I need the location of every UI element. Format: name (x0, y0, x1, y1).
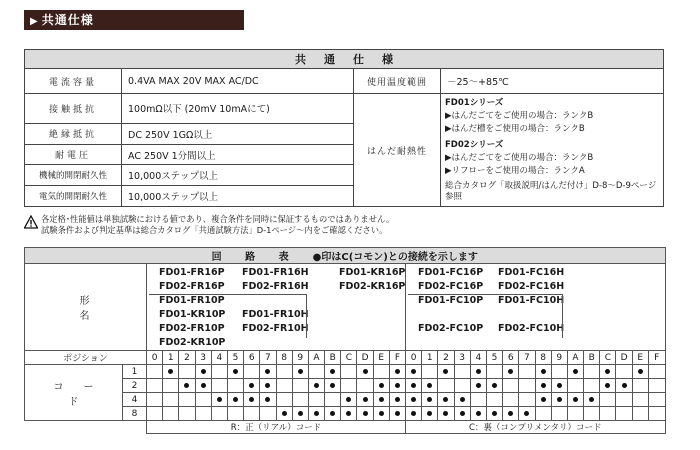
position-c-8: 8 (535, 351, 551, 365)
note-line-1: 各定格･性能値は単独試験における値であり、複合条件を同時に保証するものではありません。 (41, 214, 395, 224)
code-cell-r-2-0 (147, 379, 163, 393)
connection-dot (460, 397, 465, 402)
code-cell-r-4-6 (244, 393, 260, 407)
connection-dot (330, 383, 335, 388)
code-cell-c-4-7 (519, 393, 535, 407)
model-name: FD01-FR16P (159, 267, 225, 278)
spec-label-temp: 使用温度範囲 (354, 69, 441, 94)
code-cell-r-2-D (357, 379, 373, 393)
connection-dot (557, 383, 562, 388)
code-cell-r-2-B (325, 379, 341, 393)
code-cell-c-4-4 (470, 393, 486, 407)
code-cell-c-4-9 (551, 393, 567, 407)
code-cell-r-4-B (325, 393, 341, 407)
code-cell-r-4-A (308, 393, 324, 407)
note-line-2: 試験条件および判定基準は総合カタログ「共通試験方法」D-1ページ～内をご確認ください。 (41, 225, 388, 235)
code-cell-r-8-7 (260, 407, 276, 421)
code-cell-r-4-F (389, 393, 405, 407)
code-value: 1 (123, 365, 147, 379)
code-cell-r-4-4 (211, 393, 227, 407)
code-cell-c-2-B (584, 379, 600, 393)
model-name: FD02-FC16H (498, 281, 565, 292)
code-cell-r-2-C (341, 379, 357, 393)
code-cell-c-1-9 (551, 365, 567, 379)
code-cell-r-1-F (389, 365, 405, 379)
code-cell-r-8-8 (276, 407, 292, 421)
connection-dot (427, 397, 432, 402)
code-cell-c-8-B (584, 407, 600, 421)
connection-dot (411, 397, 416, 402)
code-cell-c-8-0 (406, 407, 422, 421)
spec-label-current: 電流容量 (25, 69, 122, 94)
connection-dot (201, 369, 206, 374)
model-name: FD02-FR10P (159, 323, 225, 334)
code-cell-r-2-8 (276, 379, 292, 393)
connection-dot (265, 369, 270, 374)
connection-dot (411, 411, 416, 416)
connection-dot (443, 397, 448, 402)
code-cell-c-1-4 (470, 365, 486, 379)
spec-label-insulation: 絶縁抵抗 (25, 123, 122, 144)
connection-dot (605, 383, 610, 388)
connection-dot (460, 411, 465, 416)
solder-fd01-line2: ▶はんだ槽をご使用の場合：ランクB (445, 124, 585, 134)
code-label: コード (25, 365, 123, 421)
code-cell-r-8-B (325, 407, 341, 421)
code-cell-c-8-1 (422, 407, 438, 421)
model-name: FD02-FC10P (418, 323, 484, 334)
solder-fd01-line1: ▶はんだごてをご使用の場合：ランクB (445, 111, 594, 121)
model-label: 形 名 (25, 264, 147, 351)
position-c-3: 3 (454, 351, 470, 365)
code-cell-r-2-3 (195, 379, 211, 393)
connection-dot (249, 397, 254, 402)
code-value: 4 (123, 393, 147, 407)
connection-dot (411, 369, 416, 374)
code-cell-r-2-E (373, 379, 389, 393)
code-cell-c-2-7 (519, 379, 535, 393)
model-name: FD02-FC16P (418, 281, 484, 292)
connection-dot (508, 369, 513, 374)
code-cell-c-1-D (616, 365, 632, 379)
code-cell-r-1-C (341, 365, 357, 379)
code-cell-c-4-6 (503, 393, 519, 407)
code-cell-c-4-E (632, 393, 648, 407)
code-cell-c-4-3 (454, 393, 470, 407)
code-value: 2 (123, 379, 147, 393)
code-cell-c-1-E (632, 365, 648, 379)
section-header (24, 10, 244, 30)
code-cell-r-2-7 (260, 379, 276, 393)
position-c-A: A (567, 351, 583, 365)
position-r-C: C (341, 351, 357, 365)
solder-fd02-line1: ▶はんだごてをご使用の場合：ランクB (445, 153, 594, 163)
connection-dot (508, 411, 513, 416)
code-cell-r-8-5 (227, 407, 243, 421)
model-name: FD02-FR16P (159, 281, 225, 292)
position-c-C: C (600, 351, 616, 365)
connection-dot (541, 397, 546, 402)
code-cell-c-8-D (616, 407, 632, 421)
position-c-2: 2 (438, 351, 454, 365)
connection-dot (557, 397, 562, 402)
connection-dot (346, 411, 351, 416)
code-cell-c-1-6 (503, 365, 519, 379)
connection-dot (476, 369, 481, 374)
code-cell-c-2-9 (551, 379, 567, 393)
position-r-5: 5 (227, 351, 243, 365)
position-r-2: 2 (179, 351, 195, 365)
code-cell-c-8-F (648, 407, 665, 421)
code-cell-c-8-6 (503, 407, 519, 421)
connection-dot (573, 397, 578, 402)
code-cell-r-4-1 (163, 393, 179, 407)
model-name: FD02-KR16P (339, 281, 406, 292)
connection-dot (233, 397, 238, 402)
code-cell-r-4-0 (147, 393, 163, 407)
spec-label-voltage: 耐電圧 (25, 144, 122, 165)
connection-dot (298, 411, 303, 416)
code-cell-r-4-7 (260, 393, 276, 407)
connection-dot (168, 369, 173, 374)
connection-dot (379, 383, 384, 388)
code-cell-r-1-0 (147, 365, 163, 379)
position-c-F: F (648, 351, 665, 365)
code-cell-c-2-E (632, 379, 648, 393)
code-cell-c-2-5 (486, 379, 502, 393)
model-name: FD01-FR16H (242, 267, 309, 278)
position-c-7: 7 (519, 351, 535, 365)
model-group-bracket (408, 294, 563, 338)
code-cell-r-8-C (341, 407, 357, 421)
connection-dot (282, 411, 287, 416)
position-r-8: 8 (276, 351, 292, 365)
model-name: FD01-KR10P (159, 309, 226, 320)
code-cell-r-1-4 (211, 365, 227, 379)
circuit-title-sub: ●印はC(コモン)との接続を示します (312, 252, 478, 263)
code-cell-c-4-B (584, 393, 600, 407)
code-cell-r-2-A (308, 379, 324, 393)
code-cell-c-8-3 (454, 407, 470, 421)
position-c-B: B (584, 351, 600, 365)
code-cell-c-8-9 (551, 407, 567, 421)
connection-dot (589, 397, 594, 402)
position-r-E: E (373, 351, 389, 365)
code-cell-c-1-0 (406, 365, 422, 379)
code-cell-r-1-3 (195, 365, 211, 379)
triangle-icon: ▶ (30, 16, 39, 27)
code-cell-c-1-5 (486, 365, 502, 379)
code-cell-r-2-5 (227, 379, 243, 393)
connection-dot (346, 397, 351, 402)
model-name: FD02-FC10H (498, 323, 565, 334)
code-cell-r-2-9 (292, 379, 308, 393)
connection-dot (395, 369, 400, 374)
position-c-5: 5 (486, 351, 502, 365)
spec-value-temp: －25～+85℃ (441, 69, 664, 94)
position-r-B: B (325, 351, 341, 365)
connection-dot (476, 411, 481, 416)
solder-fd01-head: FD01シリーズ (445, 98, 504, 108)
connection-dot (330, 411, 335, 416)
code-cell-r-1-E (373, 365, 389, 379)
code-cell-r-1-5 (227, 365, 243, 379)
connection-dot (443, 369, 448, 374)
connection-dot (184, 383, 189, 388)
spec-table-title: 共通仕様 (25, 50, 664, 69)
solder-fd02-head: FD02シリーズ (445, 140, 504, 150)
code-cell-c-1-3 (454, 365, 470, 379)
connection-dot (541, 383, 546, 388)
code-cell-c-4-C (600, 393, 616, 407)
code-cell-c-4-0 (406, 393, 422, 407)
code-cell-r-8-E (373, 407, 389, 421)
connection-dot (427, 383, 432, 388)
connection-dot (573, 369, 578, 374)
model-name: FD01-FC10H (498, 295, 565, 306)
connection-dot (314, 411, 319, 416)
code-cell-r-2-2 (179, 379, 195, 393)
code-cell-r-1-7 (260, 365, 276, 379)
spec-label-contact: 接触抵抗 (25, 94, 122, 124)
connection-dot (427, 411, 432, 416)
connection-dot (265, 397, 270, 402)
connection-dot (363, 411, 368, 416)
connection-dot (492, 383, 497, 388)
position-c-E: E (632, 351, 648, 365)
code-cell-r-4-2 (179, 393, 195, 407)
code-cell-c-4-8 (535, 393, 551, 407)
code-cell-c-4-2 (438, 393, 454, 407)
code-cell-c-4-A (567, 393, 583, 407)
code-cell-r-8-6 (244, 407, 260, 421)
model-name: FD01-FC10P (418, 295, 484, 306)
connection-dot (249, 383, 254, 388)
connection-dot (217, 397, 222, 402)
code-cell-c-2-3 (454, 379, 470, 393)
circuit-table (24, 247, 666, 434)
code-cell-r-4-8 (276, 393, 292, 407)
code-cell-c-4-5 (486, 393, 502, 407)
connection-dot (314, 383, 319, 388)
complement-code-footer: C：裏（コンプリメンタリ）コード (406, 421, 666, 434)
connection-dot (379, 397, 384, 402)
connection-dot (395, 383, 400, 388)
code-cell-r-8-2 (179, 407, 195, 421)
spec-label-solder: はんだ耐熱性 (354, 94, 441, 207)
connection-dot (379, 411, 384, 416)
model-name: FD01-FC16H (498, 267, 565, 278)
connection-dot (363, 397, 368, 402)
code-cell-r-8-F (389, 407, 405, 421)
position-c-6: 6 (503, 351, 519, 365)
code-cell-r-8-D (357, 407, 373, 421)
code-value: 8 (123, 407, 147, 421)
code-cell-r-4-3 (195, 393, 211, 407)
position-c-4: 4 (470, 351, 486, 365)
code-cell-r-2-6 (244, 379, 260, 393)
connection-dot (443, 411, 448, 416)
code-cell-c-8-5 (486, 407, 502, 421)
code-cell-r-2-F (389, 379, 405, 393)
solder-fd02-line2: ▶リフローをご使用の場合：ランクA (445, 166, 585, 176)
connection-dot (395, 397, 400, 402)
position-r-1: 1 (163, 351, 179, 365)
code-cell-c-2-A (567, 379, 583, 393)
position-r-7: 7 (260, 351, 276, 365)
spec-value-insulation: DC 250V 1GΩ以上 (122, 123, 354, 144)
warning-icon (24, 215, 38, 229)
code-cell-r-8-1 (163, 407, 179, 421)
code-cell-r-1-8 (276, 365, 292, 379)
connection-dot (605, 369, 610, 374)
model-name: FD01-KR16P (339, 267, 406, 278)
position-r-D: D (357, 351, 373, 365)
circuit-title-main: 回 路 表 (211, 252, 299, 263)
position-c-0: 0 (406, 351, 422, 365)
code-cell-c-2-8 (535, 379, 551, 393)
code-cell-c-4-1 (422, 393, 438, 407)
model-name: FD02-KR10P (159, 337, 226, 348)
code-cell-c-2-D (616, 379, 632, 393)
code-cell-c-1-C (600, 365, 616, 379)
code-cell-r-1-B (325, 365, 341, 379)
code-cell-c-1-1 (422, 365, 438, 379)
code-cell-r-4-E (373, 393, 389, 407)
position-r-3: 3 (195, 351, 211, 365)
connection-dot (638, 369, 643, 374)
code-cell-c-1-A (567, 365, 583, 379)
connection-dot (363, 369, 368, 374)
connection-dot (395, 411, 400, 416)
spec-value-voltage: AC 250V 1分間以上 (122, 144, 354, 165)
connection-dot (265, 383, 270, 388)
code-cell-c-1-F (648, 365, 665, 379)
circuit-title (25, 248, 666, 264)
code-cell-c-8-E (632, 407, 648, 421)
code-cell-r-1-D (357, 365, 373, 379)
position-r-F: F (389, 351, 405, 365)
spec-value-elec: 10,000ステップ以上 (122, 186, 354, 207)
common-spec-table (24, 49, 664, 207)
model-name: FD02-FR10H (242, 323, 309, 334)
code-cell-c-8-A (567, 407, 583, 421)
code-cell-r-4-C (341, 393, 357, 407)
connection-dot (541, 369, 546, 374)
code-cell-c-8-7 (519, 407, 535, 421)
code-cell-r-1-2 (179, 365, 195, 379)
code-cell-r-8-3 (195, 407, 211, 421)
connection-dot (298, 369, 303, 374)
code-cell-c-2-1 (422, 379, 438, 393)
position-r-4: 4 (211, 351, 227, 365)
position-r-6: 6 (244, 351, 260, 365)
code-cell-c-4-D (616, 393, 632, 407)
code-cell-c-1-7 (519, 365, 535, 379)
code-cell-r-1-9 (292, 365, 308, 379)
footer-spacer (25, 421, 147, 434)
code-cell-r-4-D (357, 393, 373, 407)
spec-label-mech: 機械的開閉耐久性 (25, 165, 122, 186)
spec-value-mech: 10,000ステップ以上 (122, 165, 354, 186)
code-cell-c-2-F (648, 379, 665, 393)
connection-dot (622, 383, 627, 388)
code-cell-c-2-0 (406, 379, 422, 393)
code-cell-r-1-6 (244, 365, 260, 379)
model-name: FD01-FR10P (159, 295, 225, 306)
spec-value-solder (441, 94, 664, 207)
position-r-A: A (308, 351, 324, 365)
code-cell-c-4-F (648, 393, 665, 407)
code-cell-c-1-2 (438, 365, 454, 379)
position-label: ポジション (25, 351, 147, 365)
code-cell-r-2-4 (211, 379, 227, 393)
connection-dot (411, 383, 416, 388)
spec-value-current: 0.4VA MAX 20V MAX AC/DC (122, 69, 354, 94)
real-code-footer: R：正（リアル）コード (147, 421, 406, 434)
code-cell-r-4-5 (227, 393, 243, 407)
solder-catalog-ref: 総合カタログ「取扱説明/はんだ付け」D-8～D-9ページ参照 (445, 181, 657, 202)
code-cell-r-8-4 (211, 407, 227, 421)
code-cell-c-8-C (600, 407, 616, 421)
code-cell-r-1-1 (163, 365, 179, 379)
model-group-bracket (149, 294, 307, 338)
connection-dot (201, 383, 206, 388)
position-c-1: 1 (422, 351, 438, 365)
code-cell-c-2-6 (503, 379, 519, 393)
spec-label-elec: 電気的開閉耐久性 (25, 186, 122, 207)
connection-dot (476, 383, 481, 388)
position-c-9: 9 (551, 351, 567, 365)
code-cell-c-8-4 (470, 407, 486, 421)
connection-dot (330, 369, 335, 374)
code-cell-r-2-1 (163, 379, 179, 393)
connection-dot (524, 411, 529, 416)
code-cell-r-4-9 (292, 393, 308, 407)
code-cell-c-8-2 (438, 407, 454, 421)
notes (24, 214, 664, 236)
code-cell-c-1-8 (535, 365, 551, 379)
code-cell-r-8-0 (147, 407, 163, 421)
code-cell-c-1-B (584, 365, 600, 379)
models-real (147, 264, 406, 351)
code-cell-c-2-2 (438, 379, 454, 393)
model-name: FD01-FR10H (242, 309, 309, 320)
code-cell-r-8-A (308, 407, 324, 421)
spec-value-contact: 100mΩ以下 (20mV 10mAにて) (122, 94, 354, 124)
code-cell-r-8-9 (292, 407, 308, 421)
position-r-0: 0 (147, 351, 163, 365)
code-cell-c-2-C (600, 379, 616, 393)
model-name: FD01-FC16P (418, 267, 484, 278)
connection-dot (233, 369, 238, 374)
model-name: FD02-FR16H (242, 281, 309, 292)
position-c-D: D (616, 351, 632, 365)
code-cell-r-1-A (308, 365, 324, 379)
section-title: 共通仕様 (41, 13, 94, 27)
connection-dot (492, 411, 497, 416)
code-cell-c-8-8 (535, 407, 551, 421)
models-complement (406, 264, 666, 351)
position-r-9: 9 (292, 351, 308, 365)
code-cell-c-2-4 (470, 379, 486, 393)
